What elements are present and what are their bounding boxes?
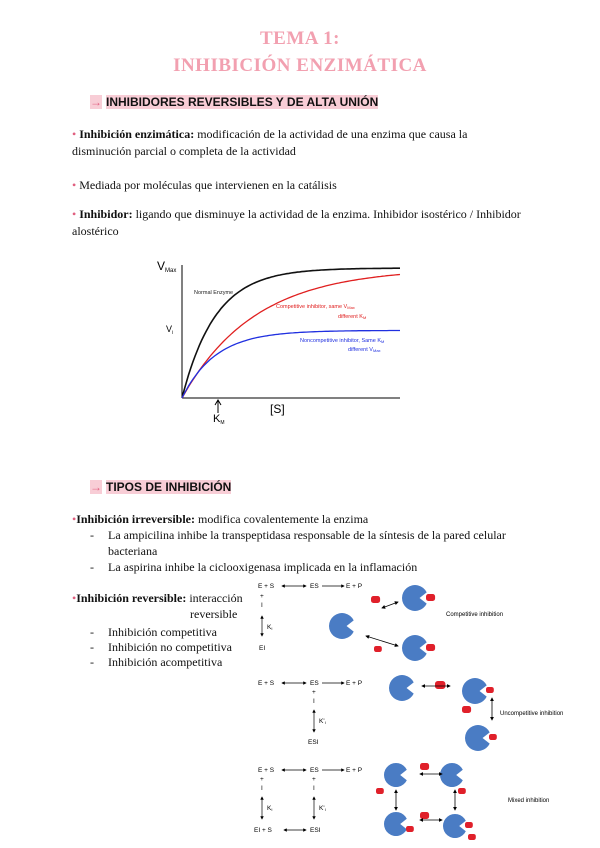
enzyme-icon [329,613,354,639]
vmax-label: VMax [157,259,177,274]
km-label: KM [213,413,225,426]
plus: + [260,776,264,783]
definition: modifica covalentemente la enzima [194,512,369,526]
inhibitor-icon [468,834,476,840]
inhibitor-icon [465,822,473,828]
inhibitor-icon [420,812,429,819]
ki: KI [267,805,273,812]
definition: interacción [186,591,243,605]
esi-complex: ESI [308,739,319,746]
enzyme-icon [440,763,463,787]
enzyme-icon [384,763,407,787]
plus: + [260,593,264,600]
inhibitor-icon [458,788,466,794]
bullet-icon: • [72,591,77,605]
enzyme-icon [402,585,427,611]
enzyme-icon [462,678,487,704]
es-complex: ES [310,767,319,774]
section-header-types [86,478,235,496]
item-text: Inhibición acompetitiva [108,655,223,669]
paragraph-enzymatic-inhibition [72,126,542,160]
plus: + [312,689,316,696]
paragraph-inhibitor [72,206,542,240]
section-header-reversible [86,93,382,111]
binding-arrow [382,602,398,608]
inhibitor-icon [426,594,435,601]
definition: modificación de la actividad de una enzima que causa la [194,127,468,141]
ki-prime: K'I [319,718,326,725]
inhibitor-icon [376,788,384,794]
uncompetitive-scheme [258,680,362,746]
paragraph-reversible [72,590,262,607]
term: Inhibición enzimática: [79,127,195,141]
inhibitor-icon [426,644,435,651]
ki-prime: K'I [319,805,326,812]
inhibitor-icon [420,763,429,770]
item-text: La ampicilina inhibe la transpeptidasa responsable de la síntesis de la pared celular [108,528,506,542]
noncompetitive-label-2: different VMax [348,347,381,353]
esi-complex: ESI [310,827,321,834]
list-item-cont: bacteriana [108,544,158,558]
dash: - [90,560,94,574]
ei-complex: EI [259,645,266,652]
competitive-label-2: different KM [338,314,367,320]
plus: + [312,776,316,783]
inhibitor: I [261,785,263,792]
text: Mediada por moléculas que intervienen en la catálisis [76,178,337,192]
vi-label: $V_i$ [166,324,174,336]
es-reactants: E + S [258,583,275,590]
arrow-icon: → [90,95,102,109]
term: Inhibidor: [79,207,133,221]
dash: - [90,640,94,654]
item-text: Inhibición competitiva [108,625,217,639]
kinetics-figure [150,250,410,430]
inhibitor-icon [406,826,414,832]
inhibitor-icon [462,706,471,713]
inhibitor: I [261,602,263,609]
noncompetitive-label: Noncompetitive inhibitor, Same KM [300,338,385,344]
es-complex: ES [310,680,319,687]
ei-s: EI + S [254,827,272,834]
definition: ligando que disminuye la actividad de la enzima. Inhibidor isostérico / Inhibidor [132,207,521,221]
inhibitor-icon [374,646,382,652]
competitive-label: Competitive inhibitor, same VMax [276,304,355,310]
inhibitor-icon [486,687,494,693]
products: E + P [346,767,363,774]
enzyme-icon [384,812,407,836]
es-reactants: E + S [258,680,275,687]
inhibitor-icon [435,681,445,689]
inhibitor-icon [489,734,497,740]
ki: KI [267,624,273,631]
item-text: La aspirina inhibe la ciclooxigenasa implicada en la inflamación [108,560,418,574]
mixed-caption: Mixed inhibition [508,798,550,804]
definition-cont: disminución parcial o completa de la actividad [72,144,296,158]
enzyme-icon [443,814,466,838]
definition-cont: reversible [190,607,238,621]
enzyme-icon [402,635,427,661]
normal-enzyme-label: Normal Enzyme [194,290,234,296]
dash: - [90,528,94,542]
products: E + P [346,583,363,590]
arrow-icon: → [90,480,102,494]
section-header-label: INHIBIDORES REVERSIBLES Y DE ALTA UNIÓN [106,95,379,109]
bullet-icon: • [72,512,77,526]
enzyme-icon [389,675,414,701]
mixed-scheme [254,767,362,834]
dash: - [90,655,94,669]
competitive-caption: Competitive inhibition [446,612,504,618]
es-complex: ES [310,583,319,590]
substrate-label: [S] [270,402,285,416]
bullet-icon: • [72,178,77,192]
term: Inhibición irreversible: [76,512,195,526]
es-reactants: E + S [258,767,275,774]
list-item [90,527,570,544]
products: E + P [346,680,363,687]
list-item [90,654,222,671]
bullet-icon: • [72,127,77,141]
definition-cont: alostérico [72,224,119,238]
paragraph-irreversible [72,511,572,528]
dash: - [90,625,94,639]
enzyme-icon [465,725,490,751]
inhibitor: I [313,698,315,705]
page-title-line2: INHIBICIÓN ENZIMÁTICA [173,55,427,76]
binding-arrow [366,636,398,646]
inhibition-mechanisms-figure [250,574,590,848]
paragraph-mediated [72,177,542,194]
bullet-icon: • [72,207,77,221]
term: Inhibición reversible: [76,591,187,605]
inhibitor: I [313,785,315,792]
inhibitor-icon [371,596,380,603]
uncompetitive-caption: Uncompetitive inhibition [500,711,564,717]
item-text: Inhibición no competitiva [108,640,232,654]
section-header-label: TIPOS DE INHIBICIÓN [106,480,232,494]
page-title-line1: TEMA 1: [259,28,341,49]
